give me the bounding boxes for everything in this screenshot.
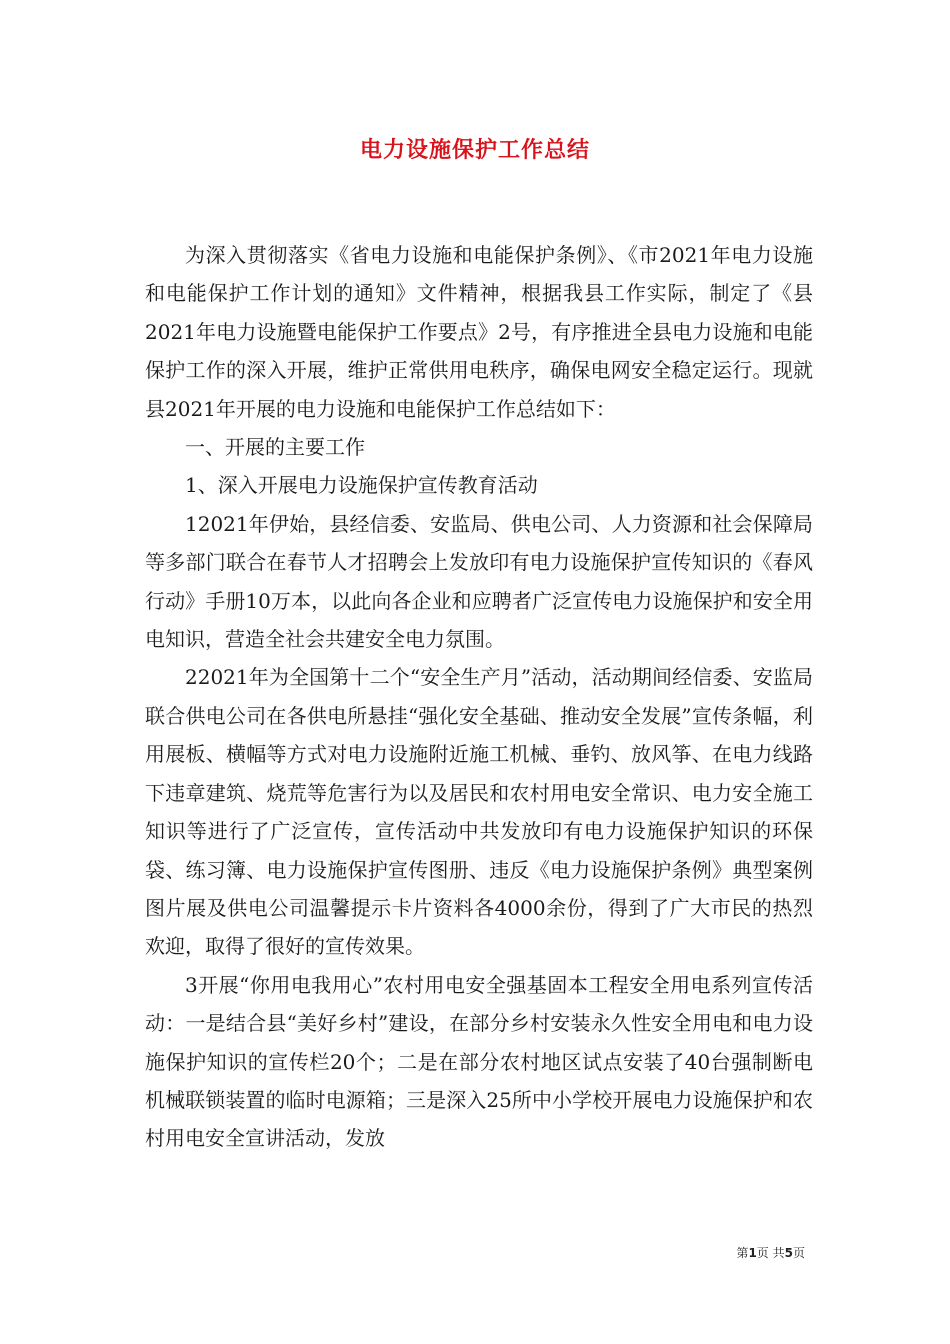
document-body: [145, 236, 813, 1158]
section-heading-main-work: 一、开展的主要工作: [185, 435, 365, 460]
footer-total-pages: 5: [784, 1246, 793, 1260]
paragraph-intro: 为深入贯彻落实《省电力设施和电能保护条例》、《市2021年电力设施和电能保护工作计划的通知》文件精神，根据我县工作实际，制定了《县2021年电力设施暨电能保护工作要点》2号，有序推进全县电力设施和电能保护工作的深入开展，维护正常供用电秩序，确保电网安全稳定运行。现就县2021年开展的电力设施和电能保护工作总结如下：: [145, 243, 813, 421]
paragraph-item-1: 12021年伊始，县经信委、安监局、供电公司、人力资源和社会保障局等多部门联合在春节人才招聘会上发放印有电力设施保护宣传知识的《春风行动》手册10万本，以此向各企业和应聘者广泛宣传电力设施保护和安全用电知识，营造全社会共建安全电力氛围。: [145, 511, 813, 652]
subsection-heading-publicity: 1、深入开展电力设施保护宣传教育活动: [185, 473, 538, 498]
footer-current-page: 1: [748, 1246, 757, 1260]
footer-suffix: 页: [792, 1246, 805, 1260]
paragraph-item-2: 22021年为全国第十二个“安全生产月”活动，活动期间经信委、安监局联合供电公司在各供电所悬挂“强化安全基础、推动安全发展”宣传条幅，利用展板、横幅等方式对电力设施附近施工机械、垂钓、放风筝、在电力线路下违章建筑、烧荒等危害行为以及居民和农村用电安全常识、电力安全施工知识等进行了广泛宣传，宣传活动中共发放印有电力设施保护知识的环保袋、练习簿、电力设施保护宣传图册、违反《电力设施保护条例》典型案例图片展及供电公司温馨提示卡片资料各4000余份，得到了广大市民的热烈欢迎，取得了很好的宣传效果。: [145, 665, 813, 959]
footer-middle: 页 共: [756, 1246, 785, 1260]
page-number-footer: [736, 1244, 805, 1261]
document-title: 电力设施保护工作总结: [359, 138, 590, 163]
paragraph-item-3: 3开展“你用电我用心”农村用电安全强基固本工程安全用电系列宣传活动：一是结合县“美好乡村”建设，在部分乡村安装永久性安全用电和电力设施保护知识的宣传栏20个；二是在部分农村地区试点安装了40台强制断电机械联锁装置的临时电源箱；三是深入25所中小学校开展电力设施保护和农村用电安全宣讲活动，发放: [145, 972, 813, 1151]
footer-prefix: 第: [736, 1246, 749, 1260]
